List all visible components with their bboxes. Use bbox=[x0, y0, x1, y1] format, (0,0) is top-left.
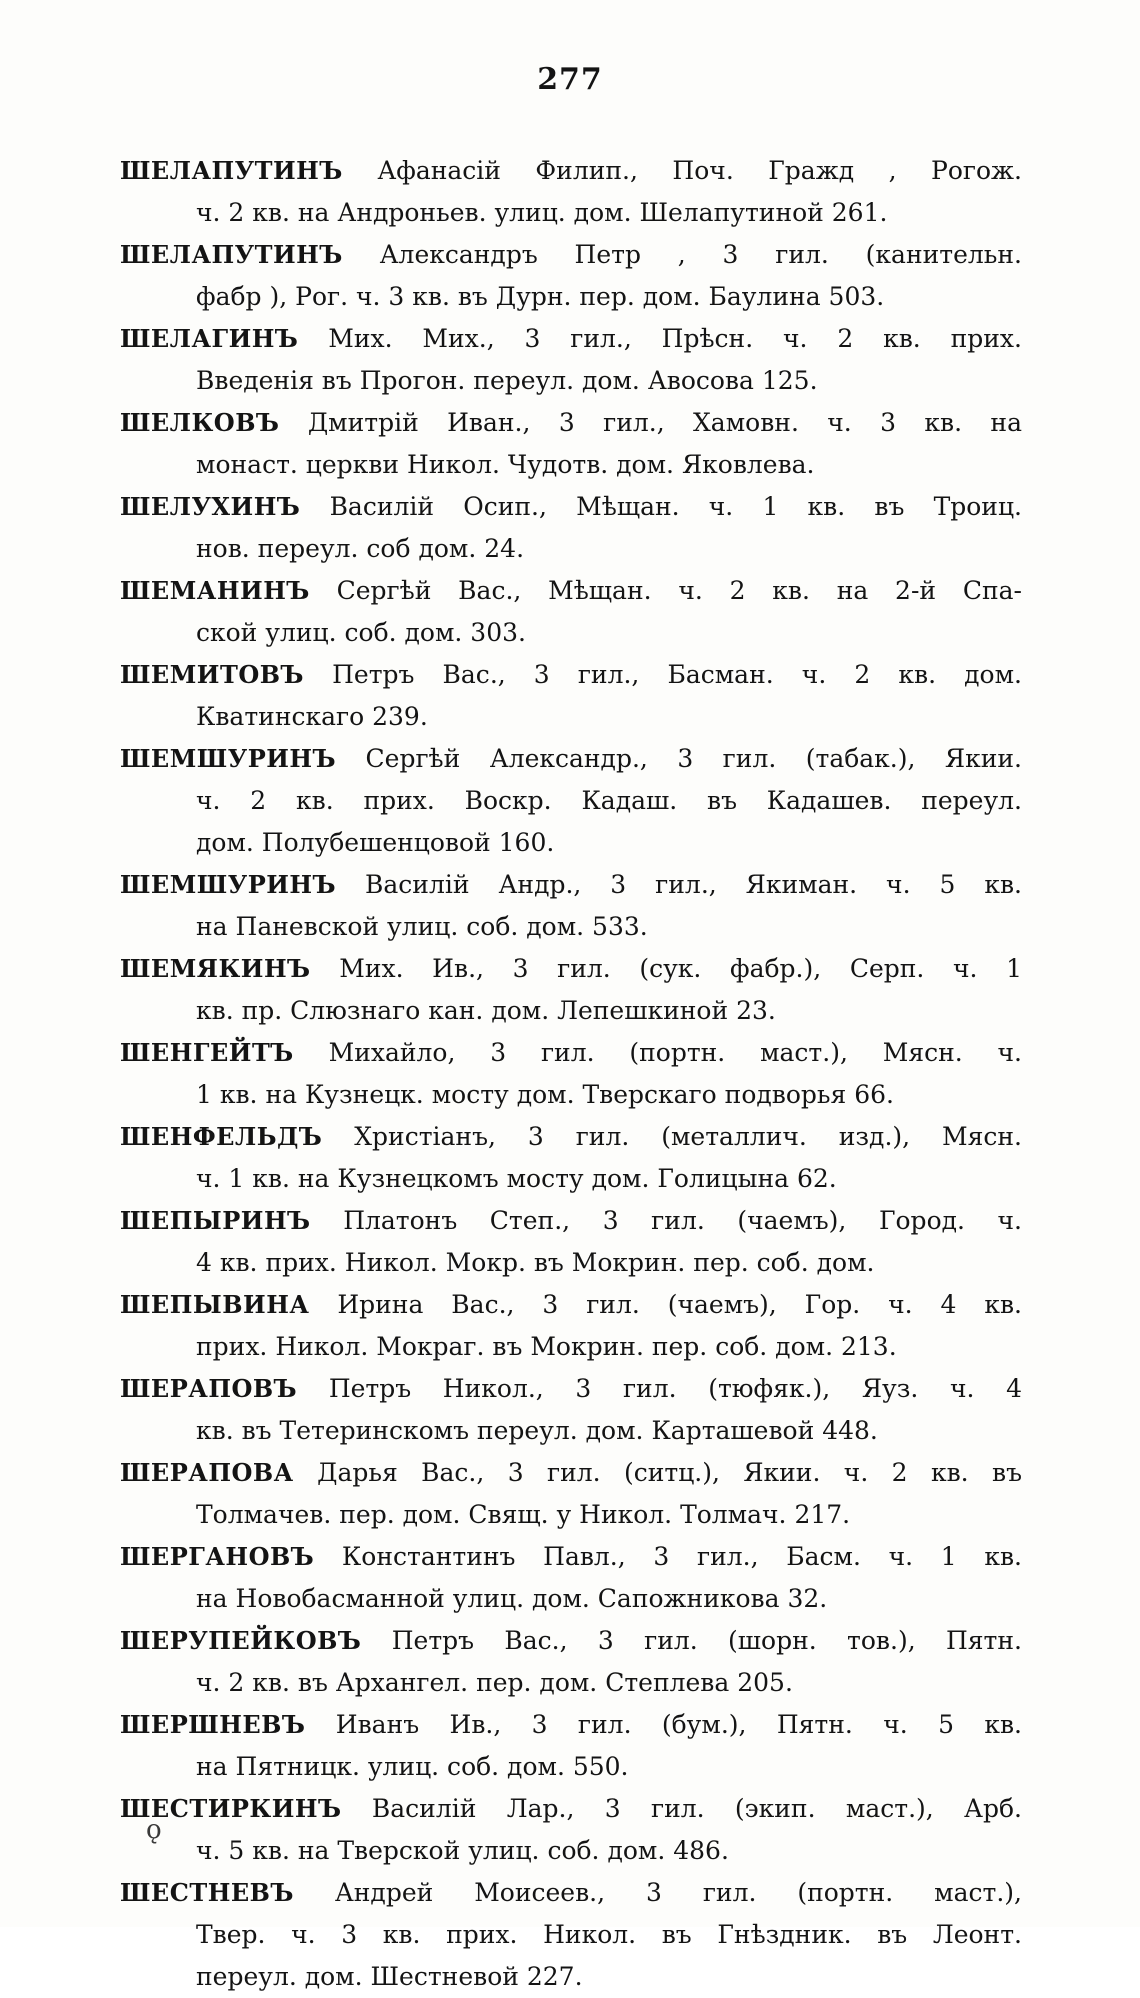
entry-surname: ШЕПЫРИНЪ bbox=[120, 1206, 311, 1235]
entry-continuation-line: ч. 2 кв. прих. Воскр. Кадаш. въ Кадашев. переул. bbox=[196, 786, 1022, 815]
entry-first-line bbox=[120, 1284, 1022, 1326]
entry-continuation-line: на Новобасманной улиц. дом. Сапожникова 32. bbox=[196, 1584, 828, 1613]
entry-first-line bbox=[120, 1788, 1022, 1830]
directory-entry bbox=[120, 1872, 1022, 1998]
entry-first-text: Платонъ Степ., 3 гил. (чаемъ), Город. ч. bbox=[343, 1206, 1022, 1235]
entry-continuation-line: монаст. церкви Никол. Чудотв. дом. Яковлева. bbox=[196, 450, 815, 479]
directory-entry bbox=[120, 1620, 1022, 1704]
entry-continuation-line: Твер. ч. 3 кв. прих. Никол. въ Гнѣздник. въ Леонт. bbox=[196, 1920, 1022, 1949]
entry-continuation-line: Толмачев. пер. дом. Свящ. у Никол. Толмач. 217. bbox=[196, 1500, 851, 1529]
directory-entry bbox=[120, 864, 1022, 948]
entry-first-text: Сергѣй Вас., Мѣщан. ч. 2 кв. на 2-й Спа- bbox=[336, 576, 1022, 605]
entry-first-line bbox=[120, 1536, 1022, 1578]
entry-surname: ШЕЛАГИНЪ bbox=[120, 324, 299, 353]
entry-first-text: Христіанъ, 3 гил. (металлич. изд.), Мясн. bbox=[354, 1122, 1022, 1151]
directory-entry bbox=[120, 738, 1022, 864]
entry-first-line bbox=[120, 738, 1022, 780]
entry-surname: ШЕЛКОВЪ bbox=[120, 408, 280, 437]
entry-continuation-line: ч. 2 кв. на Андроньев. улиц. дом. Шелапутиной 261. bbox=[196, 198, 888, 227]
entry-continuation-line: ч. 5 кв. на Тверской улиц. соб. дом. 486. bbox=[196, 1836, 729, 1865]
entry-continuation-line: 4 кв. прих. Никол. Мокр. въ Мокрин. пер. соб. дом. bbox=[196, 1248, 875, 1277]
directory-entry bbox=[120, 1452, 1022, 1536]
entry-continuation-line: ч. 2 кв. въ Архангел. пер. дом. Степлева 205. bbox=[196, 1668, 793, 1697]
directory-entries bbox=[120, 150, 1022, 1998]
entry-continuation-line: прих. Никол. Мокраг. въ Мокрин. пер. соб. дом. 213. bbox=[196, 1332, 897, 1361]
entry-first-line bbox=[120, 1620, 1022, 1662]
entry-surname: ШЕРАПОВА bbox=[120, 1458, 294, 1487]
entry-continuation-line: кв. пр. Слюзнаго кан. дом. Лепешкиной 23. bbox=[196, 996, 776, 1025]
entry-surname: ШЕМИТОВЪ bbox=[120, 660, 304, 689]
entry-first-text: Сергѣй Александр., 3 гил. (табак.), Якии. bbox=[365, 744, 1022, 773]
directory-entry bbox=[120, 948, 1022, 1032]
entry-first-line bbox=[120, 1872, 1022, 1914]
entry-first-line bbox=[120, 570, 1022, 612]
entry-surname: ШЕМШУРИНЪ bbox=[120, 744, 337, 773]
entry-first-text: Михайло, 3 гил. (портн. маст.), Мясн. ч. bbox=[328, 1038, 1022, 1067]
entry-surname: ШЕМШУРИНЪ bbox=[120, 870, 337, 899]
directory-entry bbox=[120, 570, 1022, 654]
directory-entry bbox=[120, 234, 1022, 318]
directory-entry bbox=[120, 1788, 1022, 1872]
entry-surname: ШЕСТИРКИНЪ bbox=[120, 1794, 342, 1823]
entry-first-line bbox=[120, 150, 1022, 192]
entry-first-text: Дарья Вас., 3 гил. (ситц.), Якии. ч. 2 кв. въ bbox=[317, 1458, 1022, 1487]
entry-continuation-line: дом. Полубешенцовой 160. bbox=[196, 828, 555, 857]
entry-continuation-line: Введенія въ Прогон. переул. дом. Авосова 125. bbox=[196, 366, 818, 395]
entry-first-line bbox=[120, 1032, 1022, 1074]
entry-first-text: Мих. Ив., 3 гил. (сук. фабр.), Серп. ч. 1 bbox=[339, 954, 1022, 983]
entry-continuation-line: кв. въ Тетеринскомъ переул. дом. Карташевой 448. bbox=[196, 1416, 878, 1445]
entry-first-line bbox=[120, 948, 1022, 990]
directory-entry bbox=[120, 1368, 1022, 1452]
directory-entry bbox=[120, 150, 1022, 234]
entry-continuation-line: Кватинскаго 239. bbox=[196, 702, 428, 731]
entry-first-text: Мих. Мих., 3 гил., Прѣсн. ч. 2 кв. прих. bbox=[328, 324, 1022, 353]
entry-continuation-line: фабр ), Рог. ч. 3 кв. въ Дурн. пер. дом. Баулина 503. bbox=[196, 282, 885, 311]
directory-entry bbox=[120, 1536, 1022, 1620]
directory-entry bbox=[120, 1200, 1022, 1284]
directory-entry bbox=[120, 486, 1022, 570]
entry-first-line bbox=[120, 1368, 1022, 1410]
entry-first-line bbox=[120, 1452, 1022, 1494]
entry-surname: ШЕНФЕЛЬДЪ bbox=[120, 1122, 323, 1151]
entry-continuation-line: 1 кв. на Кузнецк. мосту дом. Тверскаго подворья 66. bbox=[196, 1080, 894, 1109]
entry-continuation-line: ч. 1 кв. на Кузнецкомъ мосту дом. Голицына 62. bbox=[196, 1164, 837, 1193]
entry-surname: ШЕЛАПУТИНЪ bbox=[120, 156, 343, 185]
entry-first-line bbox=[120, 318, 1022, 360]
entry-first-line bbox=[120, 234, 1022, 276]
directory-entry bbox=[120, 318, 1022, 402]
entry-first-line bbox=[120, 1704, 1022, 1746]
entry-surname: ШЕМЯКИНЪ bbox=[120, 954, 311, 983]
entry-surname: ШЕРГАНОВЪ bbox=[120, 1542, 315, 1571]
entry-first-line bbox=[120, 402, 1022, 444]
entry-surname: ШЕЛАПУТИНЪ bbox=[120, 240, 343, 269]
entry-first-text: Петръ Вас., 3 гил., Басман. ч. 2 кв. дом. bbox=[332, 660, 1022, 689]
directory-entry bbox=[120, 1284, 1022, 1368]
entry-first-line bbox=[120, 864, 1022, 906]
entry-first-text: Афанасій Филип., Поч. Гражд , Рогож. bbox=[377, 156, 1022, 185]
directory-entry bbox=[120, 1032, 1022, 1116]
entry-continuation-line: нов. переул. соб дом. 24. bbox=[196, 534, 525, 563]
entry-surname: ШЕРАПОВЪ bbox=[120, 1374, 298, 1403]
entry-continuation-line: на Пятницк. улиц. соб. дом. 550. bbox=[196, 1752, 629, 1781]
page-number: 277 bbox=[537, 62, 603, 97]
entry-first-line bbox=[120, 486, 1022, 528]
entry-surname: ШЕРШНЕВЪ bbox=[120, 1710, 306, 1739]
directory-entry bbox=[120, 654, 1022, 738]
entry-surname: ШЕМАНИНЪ bbox=[120, 576, 310, 605]
entry-first-line bbox=[120, 654, 1022, 696]
entry-first-text: Иванъ Ив., 3 гил. (бум.), Пятн. ч. 5 кв. bbox=[335, 1710, 1022, 1739]
entry-continuation-line: на Паневской улиц. соб. дом. 533. bbox=[196, 912, 648, 941]
entry-first-text: Петръ Никол., 3 гил. (тюфяк.), Яуз. ч. 4 bbox=[328, 1374, 1022, 1403]
entry-surname: ШЕРУПЕЙКОВЪ bbox=[120, 1626, 362, 1655]
entry-first-text: Ирина Вас., 3 гил. (чаемъ), Гор. ч. 4 кв. bbox=[337, 1290, 1022, 1319]
entry-first-text: Александръ Петр , 3 гил. (канительн. bbox=[379, 240, 1022, 269]
entry-first-text: Андрей Моисеев., 3 гил. (портн. маст.), bbox=[334, 1878, 1022, 1907]
entry-surname: ШЕНГЕЙТЪ bbox=[120, 1038, 294, 1067]
entry-continuation-line: ской улиц. соб. дом. 303. bbox=[196, 618, 526, 647]
directory-entry bbox=[120, 1116, 1022, 1200]
directory-entry bbox=[120, 1704, 1022, 1788]
entry-first-line bbox=[120, 1116, 1022, 1158]
entry-surname: ШЕПЫВИНА bbox=[120, 1290, 310, 1319]
entry-first-text: Василій Андр., 3 гил., Якиман. ч. 5 кв. bbox=[365, 870, 1022, 899]
entry-first-line bbox=[120, 1200, 1022, 1242]
entry-first-text: Дмитрій Иван., 3 гил., Хамовн. ч. 3 кв. на bbox=[307, 408, 1022, 437]
entry-continuation-line: переул. дом. Шестневой 227. bbox=[196, 1962, 583, 1991]
entry-first-text: Константинъ Павл., 3 гил., Басм. ч. 1 кв. bbox=[341, 1542, 1022, 1571]
entry-surname: ШЕСТНЕВЪ bbox=[120, 1878, 294, 1907]
entry-first-text: Петръ Вас., 3 гил. (шорн. тов.), Пятн. bbox=[391, 1626, 1022, 1655]
entry-first-text: Василій Лар., 3 гил. (экип. маст.), Арб. bbox=[371, 1794, 1022, 1823]
entry-first-text: Василій Осип., Мѣщан. ч. 1 кв. въ Троиц. bbox=[329, 492, 1022, 521]
entry-surname: ШЕЛУХИНЪ bbox=[120, 492, 301, 521]
directory-entry bbox=[120, 402, 1022, 486]
footer-mark: ǫ bbox=[146, 1815, 162, 1845]
